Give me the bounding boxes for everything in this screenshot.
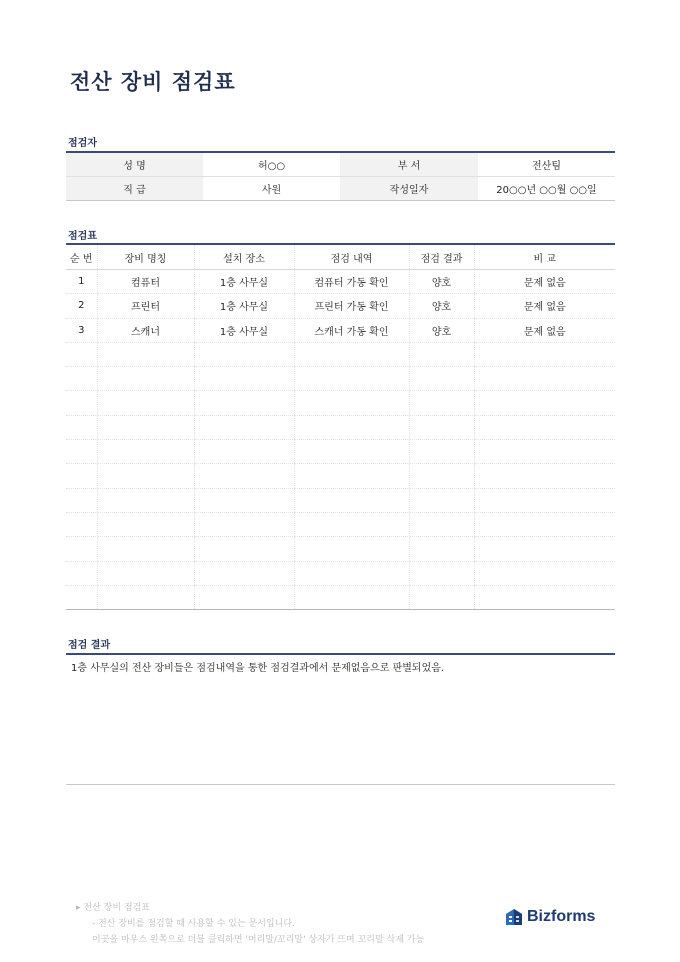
checklist-row bbox=[66, 512, 615, 536]
cell-details[interactable] bbox=[294, 391, 409, 415]
cell-details[interactable]: 프린터 가동 확인 bbox=[294, 294, 409, 318]
cell-location[interactable] bbox=[194, 342, 294, 366]
checklist-section-label: 점검표 bbox=[68, 231, 97, 242]
checklist-table bbox=[66, 243, 615, 610]
cell-equipment[interactable] bbox=[97, 537, 194, 561]
cell-details[interactable] bbox=[294, 512, 409, 536]
rank-value[interactable]: 사원 bbox=[203, 177, 340, 201]
cell-location[interactable] bbox=[194, 440, 294, 464]
cell-remarks[interactable] bbox=[474, 488, 615, 512]
cell-result[interactable]: 양호 bbox=[409, 294, 474, 318]
cell-result[interactable] bbox=[409, 440, 474, 464]
inspector-table bbox=[66, 151, 615, 201]
result-text: 1층 사무실의 전산 장비들은 점검내역을 통한 점검결과에서 문제없음으로 판별되었음. bbox=[71, 663, 445, 674]
cell-location[interactable] bbox=[194, 537, 294, 561]
page-title: 전산 장비 점검표 bbox=[70, 70, 236, 94]
cell-location[interactable] bbox=[194, 488, 294, 512]
cell-equipment[interactable]: 컴퓨터 bbox=[97, 270, 194, 294]
cell-result[interactable] bbox=[409, 512, 474, 536]
cell-location[interactable]: 1층 사무실 bbox=[194, 270, 294, 294]
cell-location[interactable] bbox=[194, 585, 294, 609]
cell-location[interactable] bbox=[194, 367, 294, 391]
cell-equipment[interactable] bbox=[97, 585, 194, 609]
cell-no[interactable] bbox=[66, 585, 97, 609]
cell-remarks[interactable] bbox=[474, 367, 615, 391]
footer-hint: 이곳을 마우스 왼쪽으로 더블 클릭하면 '머리말/꼬리말' 상자가 뜨며 꼬리말 삭제 가능 bbox=[92, 935, 425, 945]
cell-no[interactable] bbox=[66, 391, 97, 415]
checklist-row bbox=[66, 367, 615, 391]
cell-details[interactable] bbox=[294, 585, 409, 609]
cell-result[interactable] bbox=[409, 537, 474, 561]
cell-remarks[interactable] bbox=[474, 440, 615, 464]
department-label: 부 서 bbox=[340, 152, 478, 177]
cell-remarks[interactable] bbox=[474, 512, 615, 536]
cell-no[interactable] bbox=[66, 367, 97, 391]
cell-equipment[interactable] bbox=[97, 464, 194, 488]
cell-no[interactable]: 1 bbox=[66, 270, 97, 294]
cell-remarks[interactable] bbox=[474, 391, 615, 415]
checklist-row bbox=[66, 537, 615, 561]
cell-location[interactable]: 1층 사무실 bbox=[194, 318, 294, 342]
cell-location[interactable] bbox=[194, 512, 294, 536]
cell-equipment[interactable]: 프린터 bbox=[97, 294, 194, 318]
cell-details[interactable] bbox=[294, 342, 409, 366]
date-label: 작성일자 bbox=[340, 177, 478, 201]
cell-location[interactable] bbox=[194, 464, 294, 488]
inspector-row bbox=[66, 177, 615, 201]
logo-text: Bizforms bbox=[527, 908, 596, 925]
checklist-row bbox=[66, 561, 615, 585]
cell-equipment[interactable] bbox=[97, 512, 194, 536]
header-remarks: 비 교 bbox=[474, 244, 615, 270]
cell-remarks[interactable] bbox=[474, 537, 615, 561]
checklist-row bbox=[66, 440, 615, 464]
cell-details[interactable] bbox=[294, 415, 409, 439]
checklist-row bbox=[66, 294, 615, 318]
cell-remarks[interactable] bbox=[474, 415, 615, 439]
cell-details[interactable] bbox=[294, 561, 409, 585]
cell-remarks[interactable] bbox=[474, 561, 615, 585]
inspector-row bbox=[66, 152, 615, 177]
checklist-row bbox=[66, 318, 615, 342]
cell-no[interactable]: 3 bbox=[66, 318, 97, 342]
result-box[interactable] bbox=[66, 653, 615, 785]
cell-equipment[interactable] bbox=[97, 415, 194, 439]
department-value[interactable]: 전산팀 bbox=[532, 161, 561, 172]
cell-result[interactable] bbox=[409, 488, 474, 512]
cell-no[interactable]: 2 bbox=[66, 294, 97, 318]
cell-location[interactable] bbox=[194, 561, 294, 585]
bizforms-logo bbox=[505, 908, 595, 926]
cell-remarks[interactable]: 문제 없음 bbox=[474, 318, 615, 342]
cell-no[interactable] bbox=[66, 342, 97, 366]
checklist-row bbox=[66, 391, 615, 415]
cell-details[interactable] bbox=[294, 537, 409, 561]
date-value[interactable]: 20○○년 ○○월 ○○일 bbox=[478, 177, 615, 201]
cell-remarks[interactable]: 문제 없음 bbox=[474, 294, 615, 318]
result-section-label: 점검 결과 bbox=[68, 640, 111, 651]
checklist-row bbox=[66, 415, 615, 439]
cell-result[interactable] bbox=[409, 391, 474, 415]
footer-description: - 전산 장비를 점검할 때 사용할 수 있는 문서입니다. bbox=[92, 919, 295, 929]
cell-details[interactable] bbox=[294, 440, 409, 464]
header-location: 설치 장소 bbox=[194, 244, 294, 270]
rank-label: 직 급 bbox=[66, 177, 203, 201]
cell-equipment[interactable] bbox=[97, 561, 194, 585]
cell-no[interactable] bbox=[66, 488, 97, 512]
checklist-row bbox=[66, 488, 615, 512]
cell-no[interactable] bbox=[66, 464, 97, 488]
cell-no[interactable] bbox=[66, 537, 97, 561]
footer-title: ▸ 전산 장비 점검표 bbox=[76, 903, 150, 913]
cell-equipment[interactable]: 스캐너 bbox=[97, 318, 194, 342]
checklist-row bbox=[66, 342, 615, 366]
cell-result[interactable] bbox=[409, 342, 474, 366]
cell-no[interactable] bbox=[66, 512, 97, 536]
cell-details[interactable]: 스캐너 가동 확인 bbox=[294, 318, 409, 342]
cell-result[interactable] bbox=[409, 415, 474, 439]
cell-result[interactable] bbox=[409, 585, 474, 609]
cell-result[interactable]: 양호 bbox=[409, 270, 474, 294]
checklist-row bbox=[66, 464, 615, 488]
checklist-row bbox=[66, 270, 615, 294]
cell-equipment[interactable] bbox=[97, 488, 194, 512]
cell-result[interactable] bbox=[409, 464, 474, 488]
cell-details[interactable] bbox=[294, 367, 409, 391]
name-value[interactable]: 허○○ bbox=[257, 161, 286, 172]
cell-location[interactable] bbox=[194, 391, 294, 415]
cell-no[interactable] bbox=[66, 561, 97, 585]
cell-result[interactable]: 양호 bbox=[409, 318, 474, 342]
cell-details[interactable]: 컴퓨터 가동 확인 bbox=[294, 270, 409, 294]
checklist-row bbox=[66, 585, 615, 609]
cell-no[interactable] bbox=[66, 415, 97, 439]
cell-result[interactable] bbox=[409, 561, 474, 585]
cell-remarks[interactable] bbox=[474, 342, 615, 366]
cell-location[interactable]: 1층 사무실 bbox=[194, 294, 294, 318]
cell-details[interactable] bbox=[294, 464, 409, 488]
cell-equipment[interactable] bbox=[97, 440, 194, 464]
cell-remarks[interactable] bbox=[474, 464, 615, 488]
building-icon bbox=[505, 908, 523, 926]
cell-location[interactable] bbox=[194, 415, 294, 439]
cell-equipment[interactable] bbox=[97, 342, 194, 366]
cell-equipment[interactable] bbox=[97, 391, 194, 415]
cell-result[interactable] bbox=[409, 367, 474, 391]
cell-no[interactable] bbox=[66, 440, 97, 464]
header-no: 순 번 bbox=[66, 244, 97, 270]
cell-equipment[interactable] bbox=[97, 367, 194, 391]
header-result: 점검 결과 bbox=[409, 244, 474, 270]
inspector-section-label: 점검자 bbox=[68, 138, 97, 149]
checklist-header-row bbox=[66, 244, 615, 270]
header-equipment: 장비 명칭 bbox=[97, 244, 194, 270]
cell-details[interactable] bbox=[294, 488, 409, 512]
header-details: 점검 내역 bbox=[294, 244, 409, 270]
cell-remarks[interactable]: 문제 없음 bbox=[474, 270, 615, 294]
cell-remarks[interactable] bbox=[474, 585, 615, 609]
name-label: 성 명 bbox=[66, 152, 203, 177]
